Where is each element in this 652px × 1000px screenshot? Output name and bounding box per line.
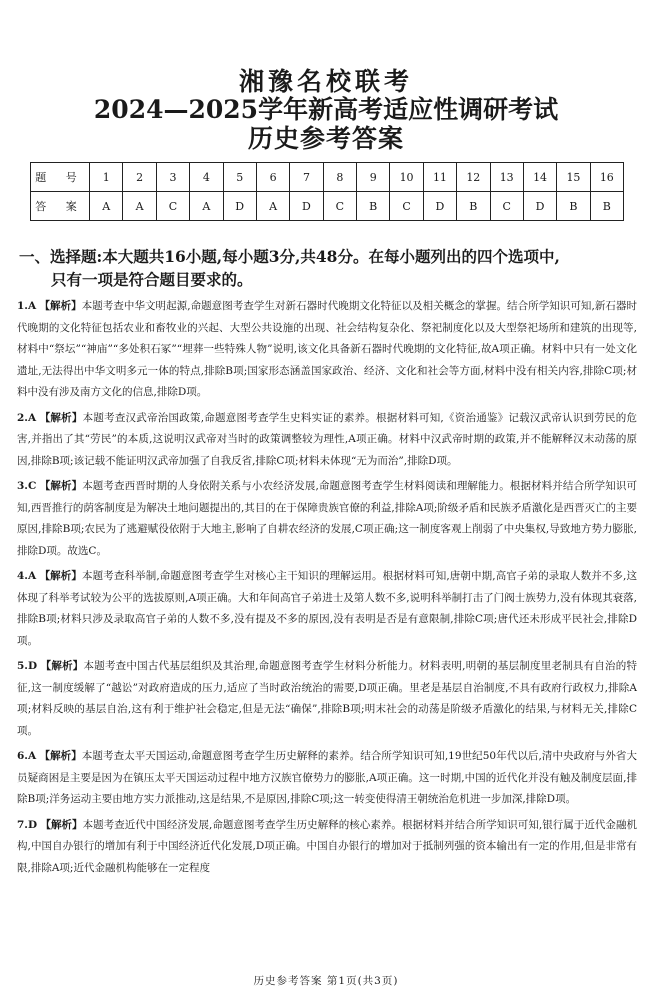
analysis-tag: 【解析】 (39, 480, 83, 492)
question-number-cell: 1 (90, 163, 123, 192)
explanations (17, 296, 637, 883)
question-number-cell: 16 (590, 163, 623, 192)
answer-cell: D (523, 192, 556, 221)
question-number-header: 题 号 (31, 163, 90, 192)
question-number-cell: 12 (457, 163, 490, 192)
question-number-cell: 15 (557, 163, 590, 192)
question-number-cell: 9 (357, 163, 390, 192)
question-number-cell: 4 (190, 163, 223, 192)
item-text: 本题考查科举制,命题意图考查学生对核心主干知识的理解运用。根据材料可知,唐朝中期,高官子弟的录取人数并不多,这体现了科举考试较为公平的选拔原则,A项正确。大和年间高官子弟进士及第人数不多,说明科举制打击了门阀士族势力,没有体现其衰落,排除B项;材料只涉及录取高官子弟的人数不多,没有提及不多的原因,没有表明是否是有意限制,排除C项;唐代还未形成平民社会,排除D项。 (17, 570, 638, 647)
section-heading-line-1: 一、选择题:本大题共16小题,每小题3分,共48分。在每小题列出的四个选项中, (19, 247, 560, 266)
answer-row (31, 192, 624, 221)
document-title: 历史参考答案 (247, 124, 404, 153)
analysis-tag: 【解析】 (40, 818, 83, 831)
answer-cell: B (357, 192, 390, 221)
answer-cell: B (557, 192, 590, 221)
answer-header: 答 案 (31, 192, 90, 221)
item-text: 本题考查近代中国经济发展,命题意图考查学生历史解释的核心素养。根据材料并结合所学知识可知,银行属于近代金融机构,中国自办银行的增加有利于中国经济近代化发展,D项正确。中国自办银行的增加对于抵制列强的资本输出有一定的作用,但是非常有限,排除A项;近代金融机构能够在一定程度 (17, 818, 637, 874)
question-number-cell: 7 (290, 163, 323, 192)
answer-cell: A (190, 192, 223, 221)
answer-cell: B (590, 192, 623, 221)
answer-cell: C (156, 192, 189, 221)
item-number: 6.A (17, 750, 37, 762)
question-number-cell: 8 (323, 163, 356, 192)
exam-union-title: 湘豫名校联考 (238, 67, 413, 96)
explanation-item (17, 815, 637, 880)
question-number-cell: 14 (523, 163, 556, 192)
question-number-cell: 11 (423, 163, 456, 192)
answer-cell: B (457, 192, 490, 221)
question-number-cell: 2 (123, 163, 156, 192)
explanation-item (17, 296, 637, 404)
explanation-item (17, 746, 637, 811)
answer-cell: A (123, 192, 156, 221)
item-text: 本题考查太平天国运动,命题意图考查学生历史解释的素养。结合所学知识可知,19世纪50年代以后,清中央政府与外省大员疑商困是主要是因为在镇压太平天国运动过程中地方汉族官僚势力的膨胀,A项正确。这一时期,中国的近代化并没有触及制度层面,排除B项;洋务运动主要由地方实力派推动,这是结果,不是原因,排除C项;这一转变使得清王朝统治危机进一步加深,排除D项。 (17, 750, 638, 805)
answer-table (30, 162, 624, 221)
item-text: 本题考查中国古代基层组织及其治理,命题意图考查学生材料分析能力。材料表明,明朝的基层制度里老制具有自治的特征,这一制度缓解了“越讼”对政府造成的压力,适应了当时政治统治的需要,D项正确。里老是基层自治制度,不具有政府行政权力,排除A项;材料反映的基层自治,这有利于维护社会稳定,但是无法“确保”,排除B项;明末社会的动荡是阶级矛盾激化的结果,与材料无关,排除C项。 (17, 660, 637, 737)
analysis-tag: 【解析】 (40, 660, 84, 672)
answer-cell: A (256, 192, 289, 221)
answer-cell: D (423, 192, 456, 221)
answer-cell: C (390, 192, 423, 221)
question-number-cell: 5 (223, 163, 256, 192)
answer-cell: C (490, 192, 523, 221)
item-number: 4.A (17, 570, 37, 582)
question-number-row (31, 163, 624, 192)
section-heading-line-2: 只有一项是符合题目要求的。 (51, 270, 253, 289)
question-number-cell: 3 (156, 163, 189, 192)
answer-cell: A (90, 192, 123, 221)
explanation-item (17, 476, 637, 562)
item-number: 3.C (17, 480, 37, 492)
item-number: 7.D (17, 818, 38, 831)
item-number: 2.A (17, 411, 37, 424)
section-heading (19, 245, 637, 291)
explanation-item (17, 566, 637, 652)
answer-cell: D (290, 192, 323, 221)
item-text: 本题考查汉武帝治国政策,命题意图考查学生史料实证的素养。根据材料可知,《资治通鉴》记载汉武帝认识到劳民的危害,并指出了其“劳民”的本质,这说明汉武帝对当时的政策调整较为理性,A项正确。材料中汉武帝时期的政策,并不能解释汉末动荡的原因,排除B项;该记载不能证明汉武帝加强了自我反省,排除C项;材料未体现“无为而治”,排除D项。 (17, 411, 637, 467)
item-text: 本题考查中华文明起源,命题意图考查学生对新石器时代晚期文化特征以及相关概念的掌握。结合所学知识可知,新石器时代晚期的文化特征包括农业和畜牧业的兴起、大型公共设施的出现、社会结构复杂化、祭祀制度化以及大型祭祀场所和建筑的出现等,材料中“祭坛”“神庙”“多处积石冢”“埋葬一些特殊人物”说明,该文化具备新石器时代晚期的文化特征,故A项正确。材料中只有一处文化遗址,无法得出中华文明多元一体的特点,排除B项;国家形态涵盖国家政治、经济、文化和社会等方面,材料中没有相关内容,排除C项;材料中没有涉及南方文化的信息,排除D项。 (17, 300, 637, 398)
analysis-tag: 【解析】 (39, 750, 82, 762)
question-number-cell: 13 (490, 163, 523, 192)
item-number: 5.D (17, 660, 38, 672)
item-number: 1.A (17, 300, 37, 312)
answer-cell: D (223, 192, 256, 221)
question-number-cell: 10 (390, 163, 423, 192)
item-text: 本题考查西晋时期的人身依附关系与小农经济发展,命题意图考查学生材料阅读和理解能力。根据材料并结合所学知识可知,西晋推行的荫客制度是为解决土地问题提出的,其目的在于保障贵族官僚的利益,排除A项;阶级矛盾和民族矛盾激化是西晋灭亡的主要原因,排除B项;农民为了逃避赋役依附于大地主,影响了自耕农经济的发展,C项正确;这一制度客观上削弱了中央集权,导致地方势力膨胀,排除D项。故选C。 (17, 480, 637, 557)
title-block (0, 68, 652, 154)
analysis-tag: 【解析】 (39, 570, 83, 582)
explanation-item (17, 656, 637, 742)
page-footer: 历史参考答案 第1页(共3页) (253, 975, 399, 987)
exam-name-title: 2024—2025学年新高考适应性调研考试 (93, 95, 559, 124)
analysis-tag: 【解析】 (39, 300, 82, 312)
analysis-tag: 【解析】 (39, 411, 83, 424)
explanation-item (17, 408, 637, 473)
question-number-cell: 6 (256, 163, 289, 192)
answer-cell: C (323, 192, 356, 221)
